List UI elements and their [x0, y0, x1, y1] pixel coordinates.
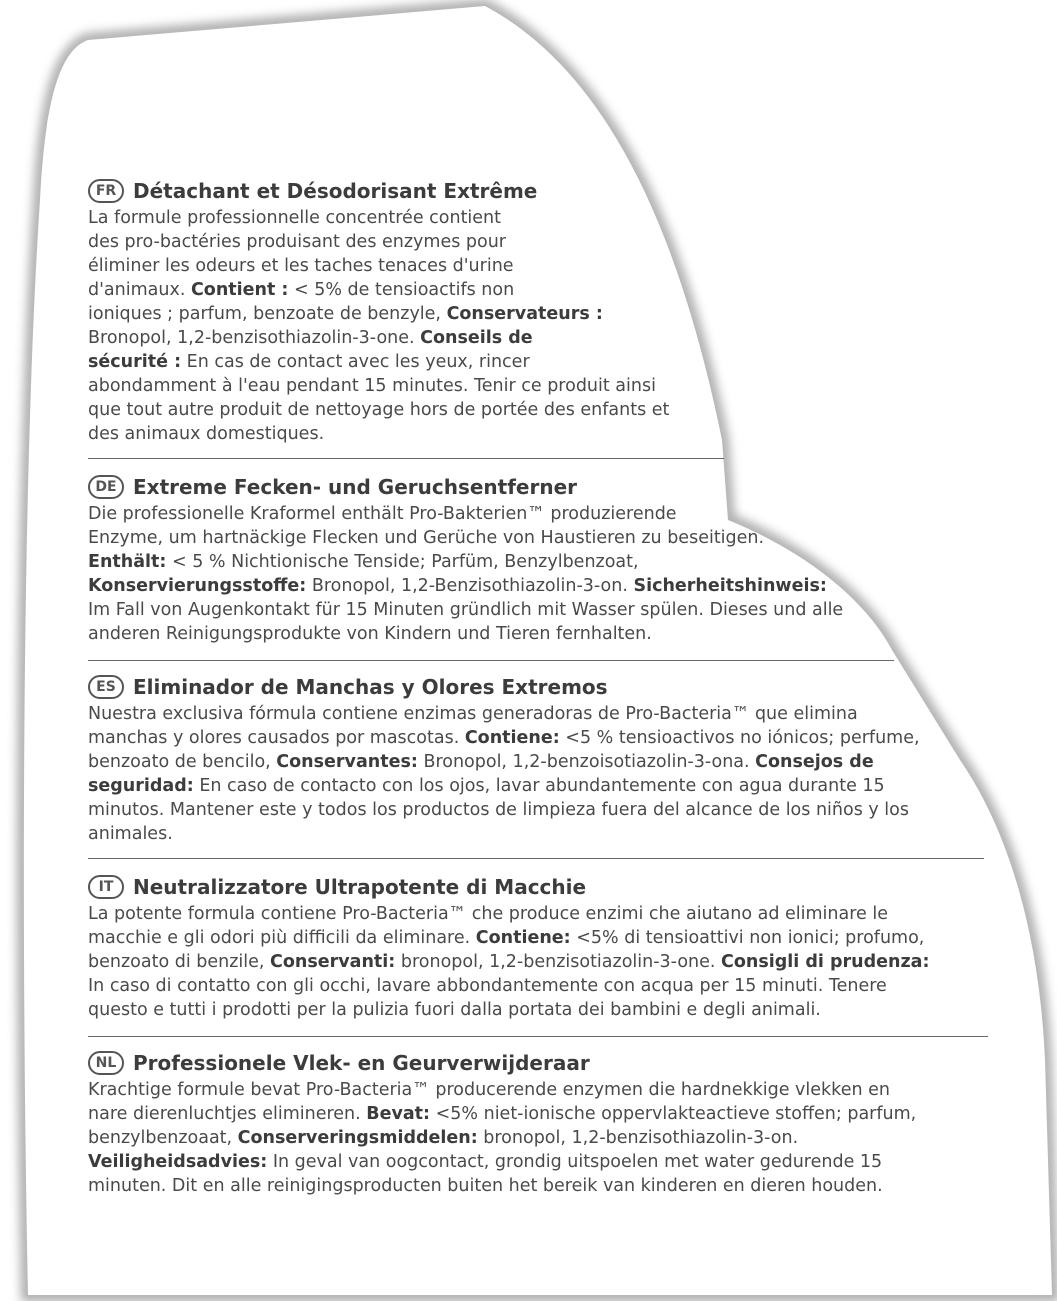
text-line	[88, 926, 929, 950]
bold-term: Conservantes:	[276, 752, 418, 772]
text-run: éliminer les odeurs et les taches tenaces d'urine	[88, 256, 514, 276]
bold-term: Consigli di prudenza:	[721, 952, 930, 972]
text-run: < 5% de tensioactifs non	[288, 280, 515, 300]
section-divider	[88, 660, 894, 661]
section-it	[88, 872, 929, 1022]
text-run: bronopol, 1,2-benzisothiazolin-3-on.	[477, 1128, 799, 1148]
text-line	[88, 598, 843, 622]
text-line	[88, 1174, 916, 1198]
section-divider	[88, 1036, 988, 1037]
text-run: Die professionelle Kraformel enthält Pro-Bakterien™ produzierende	[88, 504, 677, 524]
bold-term: Bevat:	[366, 1104, 431, 1124]
text-line	[88, 398, 669, 422]
text-run: benzoato di benzile,	[88, 952, 271, 972]
bold-term: Veiligheidsadvies:	[88, 1152, 268, 1172]
language-badge: DE	[88, 475, 124, 499]
bold-term: Conseils de	[420, 328, 533, 348]
text-run: In geval van oogcontact, grondig uitspoelen met water gedurende 15	[267, 1152, 883, 1172]
text-run: abondamment à l'eau pendant 15 minutes. Tenir ce produit ainsi	[88, 376, 656, 396]
text-run: En cas de contact avec les yeux, rincer	[181, 352, 530, 372]
section-title: Extreme Fecken- und Geruchsentferner	[133, 475, 578, 499]
language-badge: IT	[88, 875, 124, 899]
text-run: Im Fall von Augenkontakt für 15 Minuten gründlich mit Wasser spülen. Dieses und alle	[88, 600, 844, 620]
text-run: manchas y olores causados por mascotas.	[88, 728, 465, 748]
text-line	[88, 774, 920, 798]
text-line	[88, 822, 920, 846]
bold-term: Konservierungsstoffe:	[88, 576, 307, 596]
bold-term: Contiene:	[464, 728, 560, 748]
text-line	[88, 974, 929, 998]
text-run: Bronopol, 1,2-benzoisotiazolin-3-ona.	[417, 752, 756, 772]
section-header	[88, 1048, 916, 1078]
section-title: Eliminador de Manchas y Olores Extremos	[133, 675, 608, 699]
section-divider	[88, 858, 984, 859]
text-line	[88, 750, 920, 774]
bold-term: Conservateurs :	[446, 304, 603, 324]
text-run: <5 % tensioactivos no iónicos; perfume,	[559, 728, 920, 748]
text-line	[88, 526, 843, 550]
section-nl	[88, 1048, 916, 1198]
text-line	[88, 206, 669, 230]
text-run: La formule professionnelle concentrée contient	[88, 208, 502, 228]
text-line	[88, 1126, 916, 1150]
text-run: des animaux domestiques.	[88, 424, 325, 444]
text-run: animales.	[88, 824, 173, 844]
text-run: des pro-bactéries produisant des enzymes pour	[88, 232, 507, 252]
language-badge: NL	[88, 1051, 124, 1075]
text-line	[88, 350, 669, 374]
text-run: < 5 % Nichtionische Tenside; Parfüm, Benzylbenzoat,	[166, 552, 639, 572]
text-line	[88, 254, 669, 278]
text-line	[88, 230, 669, 254]
section-header	[88, 672, 920, 702]
text-line	[88, 302, 669, 326]
text-run: macchie e gli odori più difficili da eliminare.	[88, 928, 476, 948]
text-line	[88, 374, 669, 398]
text-run: d'animaux.	[88, 280, 191, 300]
section-title: Neutralizzatore Ultrapotente di Macchie	[133, 875, 587, 899]
text-run: bronopol, 1,2-benzisotiazolin-3-one.	[395, 952, 722, 972]
text-line	[88, 622, 843, 646]
text-run: minuten. Dit en alle reinigingsproducten buiten het bereik van kinderen en dieren houden.	[88, 1176, 883, 1196]
section-body	[88, 502, 843, 646]
bold-term: Consejos de	[755, 752, 874, 772]
section-divider	[88, 458, 724, 459]
bold-term: Conservanti:	[270, 952, 396, 972]
bold-term: Contiene:	[475, 928, 571, 948]
text-run: nare dierenluchtjes elimineren.	[88, 1104, 367, 1124]
text-run: Krachtige formule bevat Pro-Bacteria™ producerende enzymen die hardnekkige vlekken en	[88, 1080, 890, 1100]
text-run: que tout autre produit de nettoyage hors de portée des enfants et	[88, 400, 670, 420]
language-badge: ES	[88, 675, 124, 699]
section-body	[88, 702, 920, 846]
text-run: In caso di contatto con gli occhi, lavare abbondantemente con acqua per 15 minuti. Tenere	[88, 976, 887, 996]
text-run: Nuestra exclusiva fórmula contiene enzimas generadoras de Pro-Bacteria™ que elimina	[88, 704, 858, 724]
section-title: Détachant et Désodorisant Extrême	[133, 179, 538, 203]
section-header	[88, 872, 929, 902]
section-de	[88, 472, 843, 646]
text-run: <5% di tensioattivi non ionici; profumo,	[570, 928, 925, 948]
text-line	[88, 502, 843, 526]
language-badge: FR	[88, 179, 124, 203]
bold-term: sécurité :	[88, 352, 182, 372]
text-line	[88, 278, 669, 302]
text-line	[88, 422, 669, 446]
text-line	[88, 998, 929, 1022]
text-run: ioniques ; parfum, benzoate de benzyle,	[88, 304, 447, 324]
section-body	[88, 902, 929, 1022]
text-run: benzylbenzoaat,	[88, 1128, 238, 1148]
text-line	[88, 902, 929, 926]
bold-term: seguridad:	[88, 776, 194, 796]
text-line	[88, 798, 920, 822]
text-run: anderen Reinigungsprodukte von Kindern und Tieren fernhalten.	[88, 624, 652, 644]
text-line	[88, 1078, 916, 1102]
text-run: questo e tutti i prodotti per la pulizia fuori dalla portata dei bambini e degli animali.	[88, 1000, 821, 1020]
text-line	[88, 726, 920, 750]
text-run: Bronopol, 1,2-Benzisothiazolin-3-on.	[306, 576, 634, 596]
section-header	[88, 472, 843, 502]
section-body	[88, 1078, 916, 1198]
text-line	[88, 574, 843, 598]
text-line	[88, 702, 920, 726]
text-line	[88, 950, 929, 974]
section-title: Professionele Vlek- en Geurverwijderaar	[133, 1051, 590, 1075]
text-run: En caso de contacto con los ojos, lavar abundantemente con agua durante 15	[193, 776, 885, 796]
bold-term: Sicherheitshinweis:	[633, 576, 827, 596]
text-run: minutos. Mantener este y todos los productos de limpieza fuera del alcance de los niños y los	[88, 800, 909, 820]
text-run: La potente formula contiene Pro-Bacteria™ che produce enzimi che aiutano ad eliminare le	[88, 904, 888, 924]
text-run: Enzyme, um hartnäckige Flecken und Gerüche von Haustieren zu beseitigen.	[88, 528, 765, 548]
text-run: Bronopol, 1,2-benzisothiazolin-3-one.	[88, 328, 421, 348]
text-line	[88, 550, 843, 574]
section-es	[88, 672, 920, 846]
text-line	[88, 1102, 916, 1126]
bold-term: Conserveringsmiddelen:	[237, 1128, 478, 1148]
section-fr	[88, 176, 669, 446]
text-run: benzoato de bencilo,	[88, 752, 277, 772]
text-line	[88, 326, 669, 350]
bold-term: Contient :	[190, 280, 289, 300]
section-header	[88, 176, 669, 206]
bold-term: Enthält:	[88, 552, 167, 572]
text-run: <5% niet-ionische oppervlakteactieve stoffen; parfum,	[430, 1104, 917, 1124]
section-body	[88, 206, 669, 446]
text-line	[88, 1150, 916, 1174]
